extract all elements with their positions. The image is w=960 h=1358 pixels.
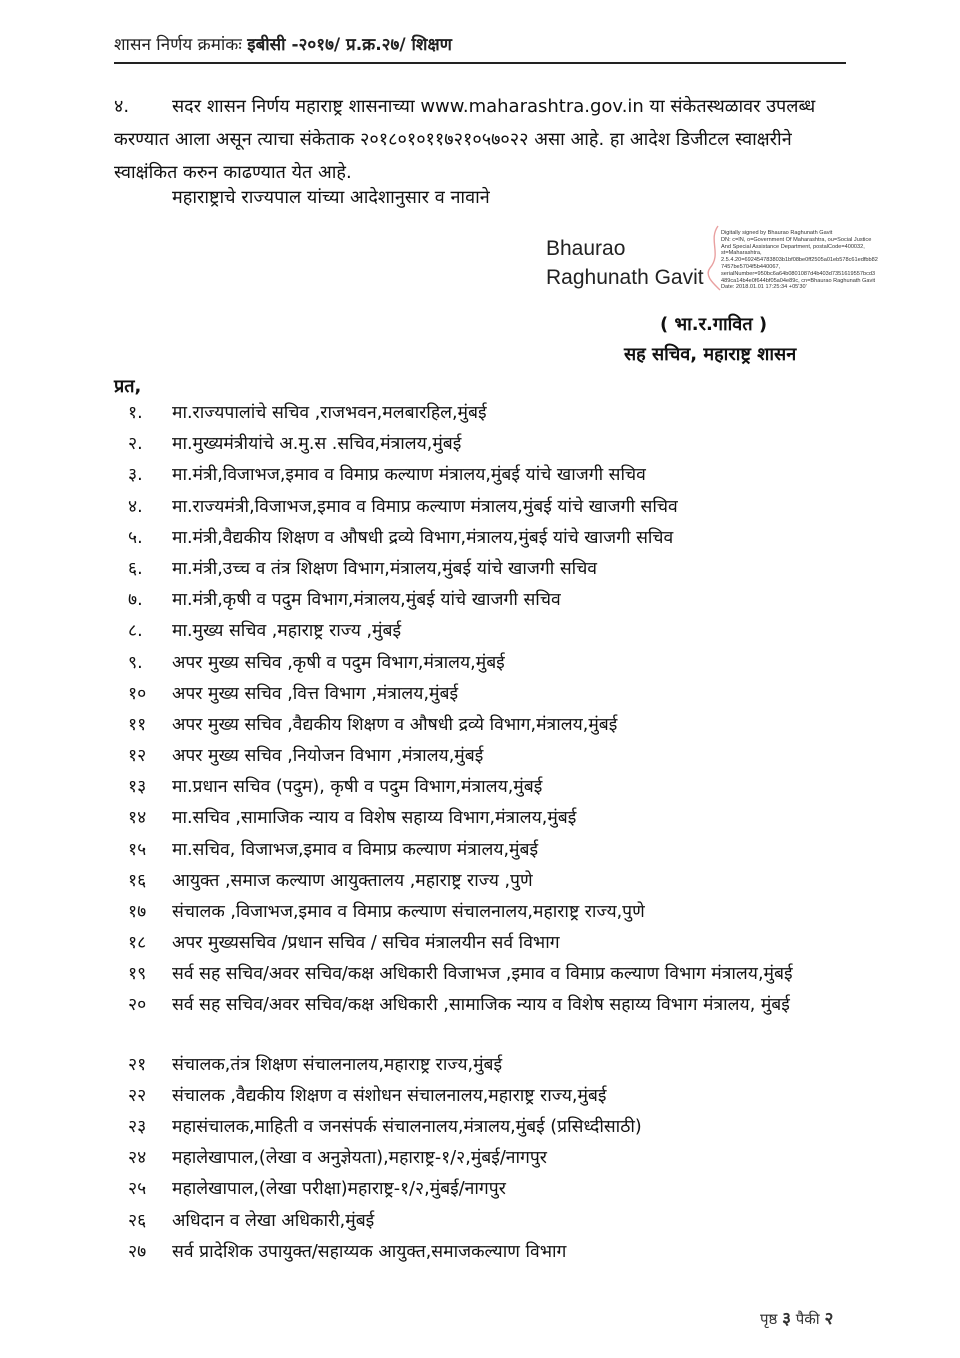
signature-detail-line: Digitally signed by Bhaurao Raghunath Gavit bbox=[721, 230, 833, 236]
recipient-number: १७ bbox=[128, 902, 147, 922]
recipient-number: ४. bbox=[128, 496, 143, 517]
recipient-item bbox=[114, 741, 914, 772]
recipient-item bbox=[114, 585, 914, 616]
recipient-text: मा.मुख्य सचिव ,महाराष्ट्र राज्य ,मुंबई bbox=[172, 621, 402, 642]
recipient-number: २१ bbox=[128, 1054, 147, 1075]
recipient-text: मा.मंत्री,वैद्यकीय शिक्षण व औषधी द्रव्ये विभाग,मंत्रालय,मुंबई यांचे खाजगी सचिव bbox=[172, 527, 674, 548]
recipient-text: सर्व सह सचिव/अवर सचिव/कक्ष अधिकारी विजाभज ,इमाव व विमाप्र कल्याण विभाग मंत्रालय,मुंबई bbox=[172, 964, 793, 985]
recipient-text: अधिदान व लेखा अधिकारी,मुंबई bbox=[172, 1210, 375, 1231]
recipient-item bbox=[114, 1237, 914, 1268]
recipient-text: अपर मुख्यसचिव /प्रधान सचिव / सचिव मंत्रालयीन सर्व विभाग bbox=[172, 933, 560, 954]
recipient-item bbox=[114, 1050, 914, 1081]
recipient-number: २४ bbox=[128, 1148, 147, 1169]
recipient-text: सर्व सह सचिव/अवर सचिव/कक्ष अधिकारी ,सामाजिक न्याय व विशेष सहाय्य विभाग मंत्रालय, मुंबई bbox=[172, 994, 790, 1015]
paragraph-4 bbox=[114, 90, 849, 189]
recipient-item bbox=[114, 928, 914, 959]
recipient-item bbox=[114, 492, 914, 523]
recipient-item bbox=[114, 1174, 914, 1205]
signature-detail-line: 2.5.4.20=692454783803b1bf08be0ff2505a01eb578c61edfbb82 bbox=[721, 257, 878, 264]
recipient-text: सर्व प्रादेशिक उपायुक्त/सहाय्यक आयुक्त,समाजकल्याण विभाग bbox=[172, 1241, 567, 1262]
recipient-item bbox=[114, 835, 914, 866]
recipient-number: २२ bbox=[128, 1085, 147, 1106]
signature-detail-line: serialNumber=950bc6a64b0801087d4b403d7351619557bcd3 bbox=[721, 270, 876, 277]
recipient-text: महालेखापाल,(लेखा व अनुज्ञेयता),महाराष्ट्र-१/२,मुंबई/नागपुर bbox=[172, 1148, 547, 1169]
recipient-text: अपर मुख्य सचिव ,कृषी व पदुम विभाग,मंत्रालय,मुंबई bbox=[172, 652, 505, 673]
recipient-item bbox=[114, 991, 914, 1050]
recipient-item bbox=[114, 1112, 914, 1143]
recipient-item bbox=[114, 803, 914, 834]
recipient-number: १० bbox=[128, 683, 147, 704]
recipient-item bbox=[114, 710, 914, 741]
recipient-number: २० bbox=[128, 994, 147, 1015]
recipient-number: १४ bbox=[128, 808, 147, 829]
recipient-item bbox=[114, 772, 914, 803]
signature-detail-line: Date: 2018.01.01 17:25:34 +05'30' bbox=[721, 284, 807, 291]
closing-line: महाराष्ट्राचे राज्यपाल यांच्या आदेशानुसार व नावाने bbox=[172, 187, 490, 208]
recipient-text: अपर मुख्य सचिव ,वैद्यकीय शिक्षण व औषधी द्रव्ये विभाग,मंत्रालय,मुंबई bbox=[172, 714, 618, 735]
page-total: २ bbox=[824, 1309, 834, 1329]
signer-name-line2: Raghunath Gavit bbox=[546, 266, 704, 289]
signature-detail-line: DN: c=IN, o=Government Of Maharashtra, ou=Social Justice bbox=[721, 236, 872, 243]
recipient-item bbox=[114, 648, 914, 679]
page-label: पृष्ठ bbox=[760, 1310, 778, 1328]
document-header bbox=[114, 32, 452, 55]
page-number: ३ bbox=[782, 1309, 791, 1329]
recipient-list bbox=[114, 398, 914, 1268]
recipient-text: मा.राज्यमंत्री,विजाभज,इमाव व विमाप्र कल्याण मंत्रालय,मुंबई यांचे खाजगी सचिव bbox=[172, 496, 678, 517]
recipient-text: अपर मुख्य सचिव ,वित्त विभाग ,मंत्रालय,मुंबई bbox=[172, 683, 459, 704]
recipient-text: मा.मुख्यमंत्रीयांचे अ.मु.स .सचिव,मंत्रालय,मुंबई bbox=[172, 434, 462, 455]
recipient-number: ५. bbox=[128, 527, 143, 548]
recipient-item bbox=[114, 1081, 914, 1112]
recipient-text: मा.राज्यपालांचे सचिव ,राजभवन,मलबारहिल,मुंबई bbox=[172, 403, 487, 423]
officer-initials: ( भा.र.गावित ) bbox=[660, 314, 768, 335]
digital-signature-details bbox=[721, 230, 911, 291]
recipient-item bbox=[114, 429, 914, 460]
signer-name bbox=[546, 234, 704, 292]
recipient-number: ११ bbox=[128, 714, 147, 735]
signature-detail-line: st=Maharashtra, bbox=[721, 250, 762, 257]
recipient-number: २. bbox=[128, 434, 143, 455]
recipient-number: ३. bbox=[128, 465, 143, 486]
signature-detail-line: 7457be5704f5b440067, bbox=[721, 263, 781, 270]
recipient-number: २५ bbox=[128, 1179, 147, 1200]
gr-number-label: शासन निर्णय क्रमांकः bbox=[114, 35, 242, 55]
recipient-text: मा.सचिव ,सामाजिक न्याय व विशेष सहाय्य विभाग,मंत्रालय,मुंबई bbox=[172, 808, 577, 829]
gr-number: इबीसी -२०१७/ प्र.क्र.२७/ शिक्षण bbox=[247, 35, 452, 55]
recipient-item bbox=[114, 1143, 914, 1174]
recipient-item bbox=[114, 866, 914, 897]
recipient-item bbox=[114, 959, 914, 990]
recipient-number: २६ bbox=[128, 1210, 147, 1231]
recipient-item bbox=[114, 398, 914, 429]
page-of-label: पैकी bbox=[795, 1310, 820, 1328]
recipient-number: १६ bbox=[128, 870, 147, 891]
signature-detail-line: 489ca14b4e0f644bf05a04e89c, cn=Bhaurao Raghunath Gavit bbox=[721, 277, 876, 284]
officer-title: सह सचिव, महाराष्ट्र शासन bbox=[624, 344, 797, 365]
recipient-number: ७. bbox=[128, 590, 143, 611]
recipient-text: मा.प्रधान सचिव (पदुम), कृषी व पदुम विभाग,मंत्रालय,मुंबई bbox=[172, 777, 543, 798]
recipient-text: महासंचालक,माहिती व जनसंपर्क संचालनालय,मंत्रालय,मुंबई (प्रसिध्दीसाठी) bbox=[172, 1116, 642, 1137]
recipient-item bbox=[114, 679, 914, 710]
recipient-text: मा.सचिव, विजाभज,इमाव व विमाप्र कल्याण मंत्रालय,मुंबई bbox=[172, 839, 539, 860]
recipient-text: महालेखापाल,(लेखा परीक्षा)महाराष्ट्र-१/२,मुंबई/नागपुर bbox=[172, 1179, 506, 1200]
recipient-number: १२ bbox=[128, 746, 147, 767]
recipient-number: १३ bbox=[128, 777, 147, 798]
recipient-number: ६. bbox=[128, 558, 143, 579]
recipient-item bbox=[114, 897, 914, 928]
recipient-item bbox=[114, 554, 914, 585]
paragraph-text: सदर शासन निर्णय महाराष्ट्र शासनाच्या www.maharashtra.gov.in या संकेतस्थळावर उपलब्ध करण्यात आला असून त्याचा संकेताक २०१८०१०११७२१०५७०२२ असा आहे. हा आदेश डिजीटल स्वाक्षरीने स्वाक्षंकित करुन काढण्यात येत आहे. bbox=[114, 96, 816, 183]
signature-detail-line: And Special Assistance Department, postalCode=400032, bbox=[721, 243, 865, 250]
recipient-number: ८. bbox=[128, 621, 143, 642]
recipient-text: संचालक,तंत्र शिक्षण संचालनालय,महाराष्ट्र राज्य,मुंबई bbox=[172, 1054, 503, 1075]
recipient-number: १. bbox=[128, 403, 143, 423]
recipient-number: १९ bbox=[128, 964, 147, 985]
header-divider bbox=[114, 62, 846, 64]
recipient-text: मा.मंत्री,उच्च व तंत्र शिक्षण विभाग,मंत्रालय,मुंबई यांचे खाजगी सचिव bbox=[172, 558, 598, 579]
recipient-number: ९. bbox=[128, 652, 143, 673]
recipient-number: २७ bbox=[128, 1241, 147, 1262]
recipient-text: अपर मुख्य सचिव ,नियोजन विभाग ,मंत्रालय,मुंबई bbox=[172, 746, 484, 767]
recipient-item bbox=[114, 616, 914, 647]
signer-name-line1: Bhaurao bbox=[546, 237, 626, 260]
recipient-item bbox=[114, 1206, 914, 1237]
recipient-number: १८ bbox=[128, 933, 147, 954]
recipient-number: २३ bbox=[128, 1116, 147, 1137]
recipient-item bbox=[114, 523, 914, 554]
recipient-text: संचालक ,वैद्यकीय शिक्षण व संशोधन संचालनालय,महाराष्ट्र राज्य,मुंबई bbox=[172, 1085, 607, 1106]
recipient-text: संचालक ,विजाभज,इमाव व विमाप्र कल्याण संचालनालय,महाराष्ट्र राज्य,पुणे bbox=[172, 902, 645, 922]
recipient-number: १५ bbox=[128, 839, 147, 860]
recipient-text: मा.मंत्री,विजाभज,इमाव व विमाप्र कल्याण मंत्रालय,मुंबई यांचे खाजगी सचिव bbox=[172, 465, 646, 486]
page-footer bbox=[760, 1306, 833, 1329]
recipient-text: आयुक्त ,समाज कल्याण आयुक्तालय ,महाराष्ट्र राज्य ,पुणे bbox=[172, 870, 533, 891]
copy-to-label: प्रत, bbox=[114, 376, 142, 397]
paragraph-number: ४. bbox=[114, 96, 130, 117]
recipient-text: मा.मंत्री,कृषी व पदुम विभाग,मंत्रालय,मुंबई यांचे खाजगी सचिव bbox=[172, 590, 561, 611]
recipient-item bbox=[114, 460, 914, 491]
